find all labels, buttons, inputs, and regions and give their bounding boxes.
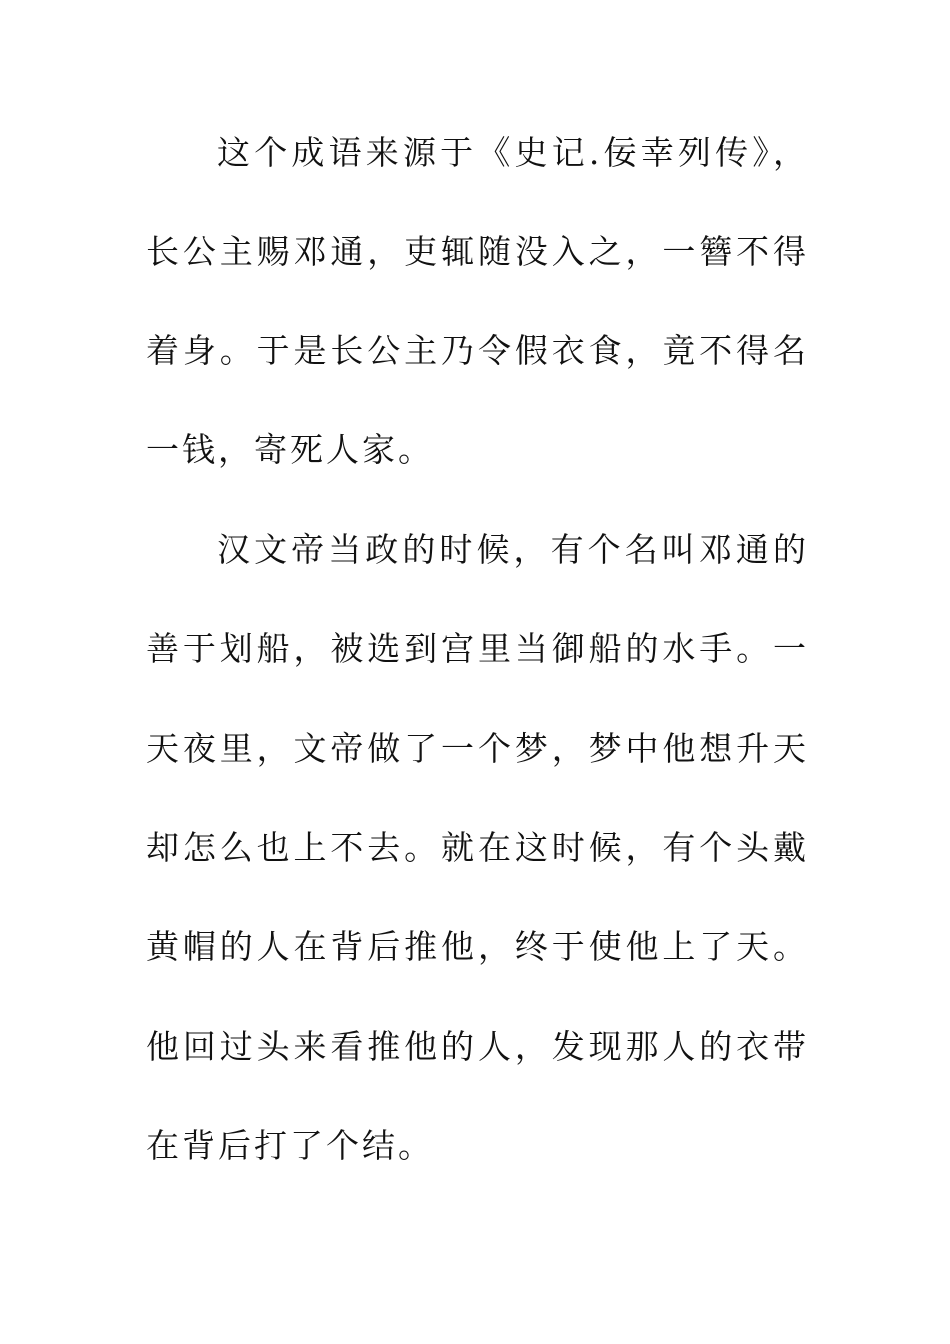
paragraph-1-line-4: 一钱，寄死人家。 [146, 430, 434, 469]
paragraph-2-line-1: 汉文帝当政的时候，有个名叫邓通的 [217, 530, 806, 569]
paragraph-1-line-2: 长公主赐邓通，吏辄随没入之，一簪不得 [146, 232, 806, 271]
paragraph-2-line-5: 黄帽的人在背后推他，终于使他上了天。 [146, 927, 806, 966]
paragraph-2-line-7: 在背后打了个结。 [146, 1126, 434, 1165]
paragraph-2-line-6: 他回过头来看推他的人，发现那人的衣带 [146, 1027, 806, 1066]
paragraph-2-line-3: 天夜里，文帝做了一个梦，梦中他想升天 [146, 729, 806, 768]
paragraph-1-line-1: 这个成语来源于《史记.佞幸列传》， [217, 133, 806, 172]
paragraph-2-line-4: 却怎么也上不去。就在这时候，有个头戴 [146, 828, 806, 867]
paragraph-1-line-3: 着身。于是长公主乃令假衣食，竟不得名 [146, 331, 806, 370]
paragraph-2-line-2: 善于划船，被选到宫里当御船的水手。一 [146, 629, 806, 668]
